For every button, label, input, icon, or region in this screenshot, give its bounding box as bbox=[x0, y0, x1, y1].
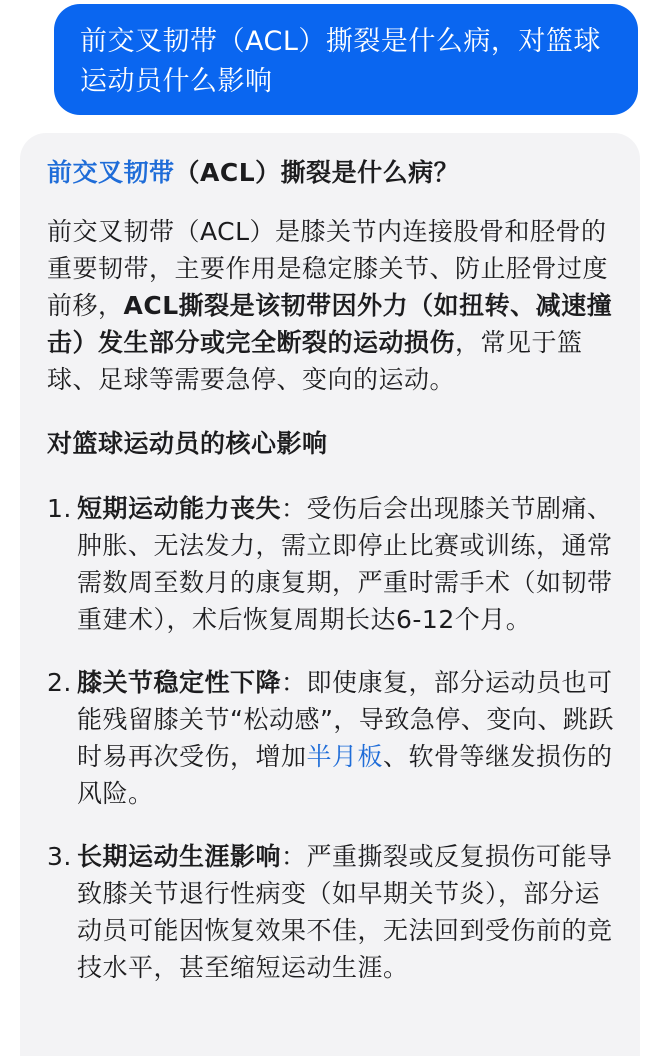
list-item-title: 长期运动生涯影响 bbox=[77, 842, 282, 871]
list-item bbox=[47, 490, 616, 638]
intro-text-1: 前交叉韧带（ACL）是膝关节内连接股骨和胫骨的重要韧带，主要作用是稳定膝关节、防止胫骨过度前移， bbox=[47, 217, 609, 320]
answer-title-rest: （ACL）撕裂是什么病？ bbox=[174, 158, 460, 187]
acl-term-link[interactable]: 前交叉韧带 bbox=[47, 158, 175, 187]
impact-heading: 对篮球运动员的核心影响 bbox=[47, 429, 328, 458]
list-item-number: 3. bbox=[47, 842, 72, 871]
user-message-bubble[interactable] bbox=[54, 4, 638, 115]
list-item-number: 2. bbox=[47, 668, 72, 697]
list-item-text: ：严重撕裂或反复损伤可能导致膝关节退行性病变（如早期关节炎），部分运动员可能因恢复效果不佳，无法回到受伤前的竞技水平，甚至缩短运动生涯。 bbox=[77, 842, 613, 982]
answer-title bbox=[47, 153, 616, 193]
intro-bold-text: ACL撕裂是该韧带因外力（如扭转、减速撞击）发生部分或完全断裂的运动损伤 bbox=[47, 291, 613, 357]
intro-paragraph bbox=[47, 213, 616, 398]
list-item-title: 膝关节稳定性下降 bbox=[77, 668, 282, 697]
assistant-answer-card bbox=[20, 133, 640, 1056]
meniscus-link[interactable]: 半月板 bbox=[306, 742, 384, 771]
impact-list bbox=[47, 490, 616, 986]
list-item-text-after: 、软骨等继发损伤的风险。 bbox=[77, 742, 613, 808]
list-item-text: ：即使康复，部分运动员也可能残留膝关节“松动感”，导致急停、变向、跳跃时易再次受伤，增加 bbox=[77, 668, 614, 771]
intro-text-2: ，常见于篮球、足球等需要急停、变向的运动。 bbox=[47, 328, 583, 394]
list-item bbox=[47, 838, 616, 986]
list-item-number: 1. bbox=[47, 494, 72, 523]
list-item-title: 短期运动能力丧失 bbox=[77, 494, 282, 523]
list-item-text: ：受伤后会出现膝关节剧痛、肿胀、无法发力，需立即停止比赛或训练，通常需数周至数月的康复期，严重时需手术（如韧带重建术），术后恢复周期长达6-12个月。 bbox=[77, 494, 613, 634]
list-item bbox=[47, 664, 616, 812]
user-message-text: 前交叉韧带（ACL）撕裂是什么病，对篮球运动员什么影响 bbox=[80, 26, 601, 97]
